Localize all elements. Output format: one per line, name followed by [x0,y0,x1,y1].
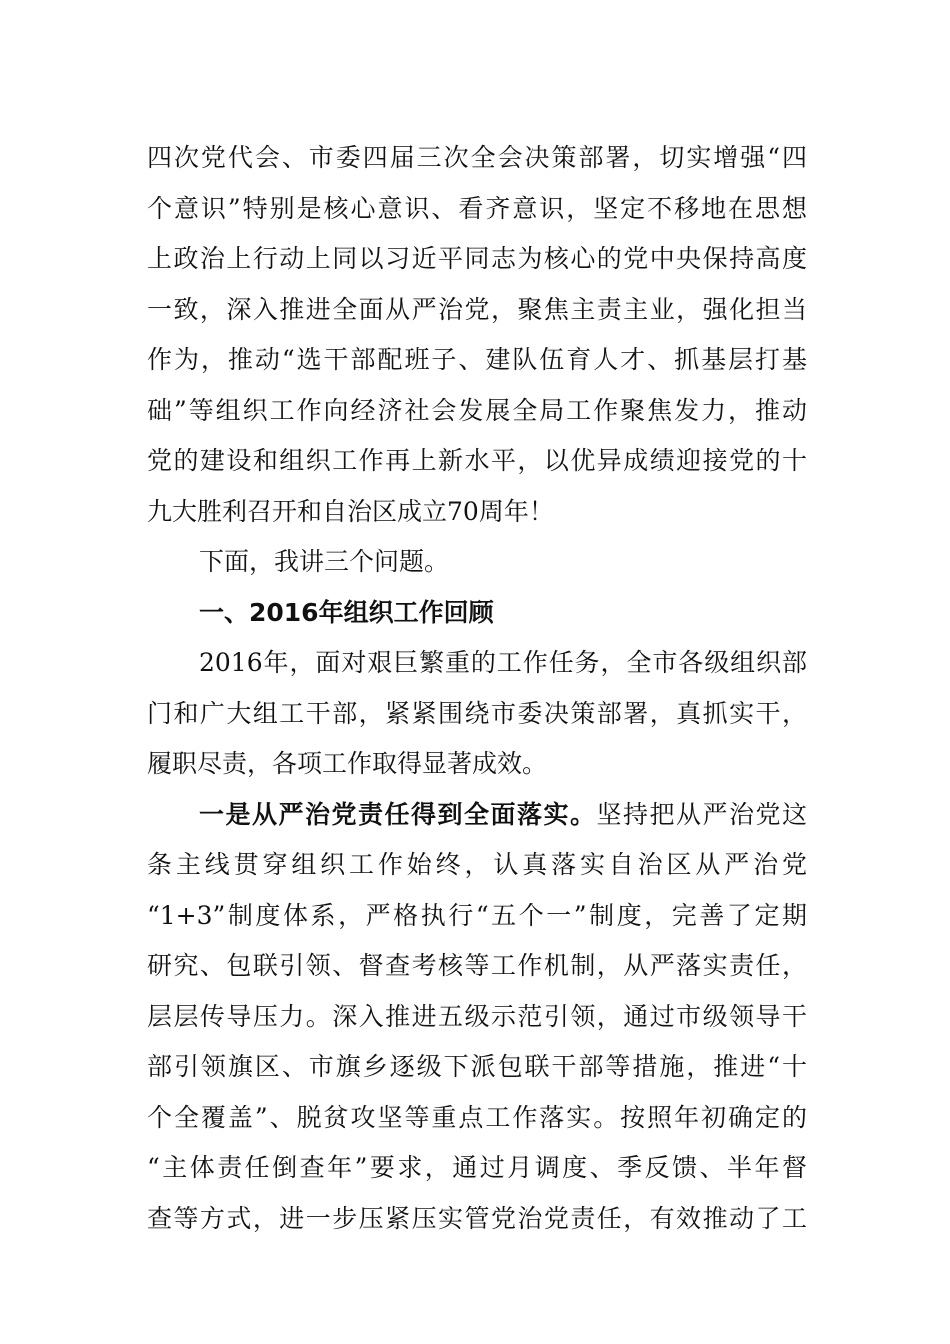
body-line: 四次党代会、市委四届三次全会决策部署，切实增强“四 [147,143,807,172]
point-one-first-line [147,790,807,841]
body-line-last: 九大胜利召开和自治区成立70周年！ [147,496,554,526]
body-line: 党的建设和组织工作再上新水平，以优异成绩迎接党的十 [147,446,807,475]
point-one-line: 个全覆盖”、脱贫攻坚等重点工作落实。按照年初确定的 [147,1102,807,1132]
section-heading: 一、2016年组织工作回顾 [199,597,494,627]
point-one-first-rest: 坚持把从严治党这 [596,799,807,829]
point-one-line: “主体责任倒查年”要求，通过月调度、季反馈、半年督 [147,1153,807,1182]
point-one-line: 部引领旗区、市旗乡逐级下派包联干部等措施，推进“十 [147,1052,807,1081]
body-line: 上政治上行动上同以习近平同志为核心的党中央保持高度 [147,244,807,273]
body-line: 个意识”特别是核心意识、看齐意识，坚定不移地在思想 [147,193,807,223]
document-body [147,133,807,1244]
point-one-line: 研究、包联引领、督查考核等工作机制，从严落实责任， [147,951,807,980]
body-line: 作为，推动“选干部配班子、建队伍育人才、抓基层打基 [147,345,807,374]
body-line: 础”等组织工作向经济社会发展全局工作聚焦发力，推动 [147,395,807,425]
review-line-first: 2016年，面对艰巨繁重的工作任务，全市各级组织部 [199,648,807,677]
review-line-last: 履职尽责，各项工作取得显著成效。 [147,749,548,778]
review-line: 门和广大组工干部，紧紧围绕市委决策部署，真抓实干， [147,698,807,728]
body-line: 一致，深入推进全面从严治党，聚焦主责主业，强化担当 [147,294,807,324]
transition-paragraph: 下面，我讲三个问题。 [199,547,450,576]
point-one-line: 层层传导压力。深入推进五级示范引领，通过市级领导干 [147,1001,807,1031]
point-one-line: 条主线贯穿组织工作始终，认真落实自治区从严治党 [147,850,807,879]
point-one-line: “1+3”制度体系，严格执行“五个一”制度，完善了定期 [147,900,807,930]
point-one-lead: 一是从严治党责任得到全面落实。 [199,799,597,829]
point-one-line: 查等方式，进一步压紧压实管党治党责任，有效推动了工 [147,1203,807,1233]
